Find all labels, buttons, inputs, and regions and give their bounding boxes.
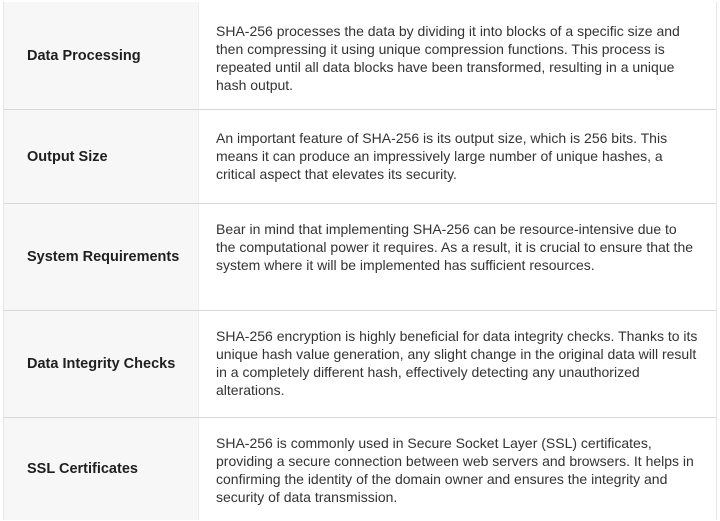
table-row bbox=[4, 418, 716, 520]
row-label: Data Processing bbox=[4, 2, 199, 109]
row-label: Output Size bbox=[4, 110, 199, 203]
table-row bbox=[4, 311, 716, 418]
row-label: System Requirements bbox=[4, 204, 199, 310]
row-description: SHA-256 is commonly used in Secure Socket Layer (SSL) certificates, providing a secure connection between web servers and browsers. It helps in confirming the identity of the domain owner and ensures the integrity and security of data transmission. bbox=[199, 418, 716, 520]
row-description: Bear in mind that implementing SHA-256 can be resource-intensive due to the computational power it requires. As a result, it is crucial to ensure that the system where it will be implemented has sufficient resources. bbox=[199, 204, 716, 310]
feature-table bbox=[3, 2, 717, 520]
row-description: An important feature of SHA-256 is its output size, which is 256 bits. This means it can produce an impressively large number of unique hashes, a critical aspect that elevates its security. bbox=[199, 110, 716, 203]
table-row bbox=[4, 110, 716, 204]
table-row bbox=[4, 2, 716, 110]
row-description: SHA-256 encryption is highly beneficial for data integrity checks. Thanks to its unique hash value generation, any slight change in the original data will result in a completely different hash, effectively detecting any unauthorized alterations. bbox=[199, 311, 716, 417]
row-description: SHA-256 processes the data by dividing it into blocks of a specific size and then compressing it using unique compression functions. This process is repeated until all data blocks have been transformed, resulting in a unique hash output. bbox=[199, 2, 716, 109]
row-label: Data Integrity Checks bbox=[4, 311, 199, 417]
table-row bbox=[4, 204, 716, 311]
row-label: SSL Certificates bbox=[4, 418, 199, 520]
